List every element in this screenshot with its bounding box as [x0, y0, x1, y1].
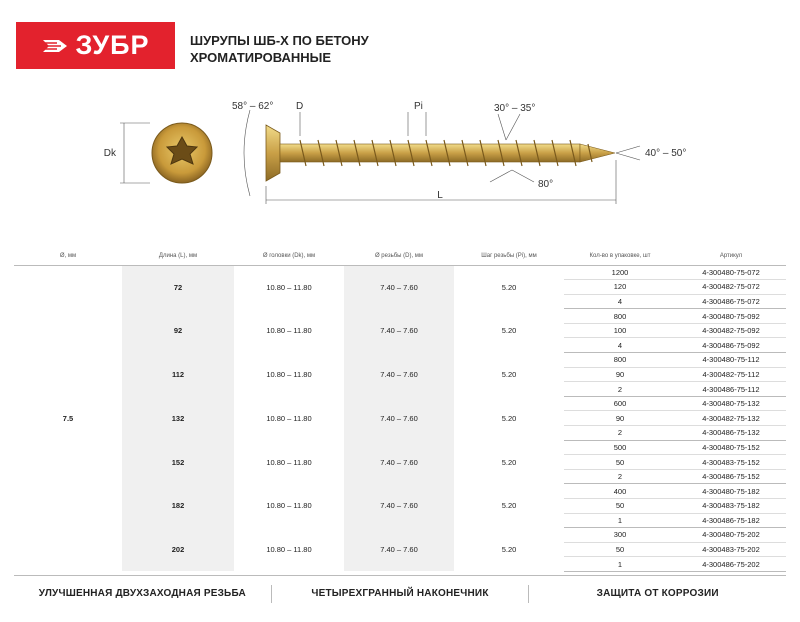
thread-diameter-cell: 7.40 – 7.60 — [344, 484, 454, 528]
thread-diameter-cell: 7.40 – 7.60 — [344, 396, 454, 440]
thread-angle-label: 30° – 35° — [494, 103, 536, 114]
qty-cell: 1 — [564, 513, 676, 528]
article-cell: 4-300482-75-132 — [676, 411, 786, 426]
thread-diameter-cell: 7.40 – 7.60 — [344, 353, 454, 397]
head-diameter-cell: 10.80 – 11.80 — [266, 457, 312, 467]
article-cell: 4-300483-75-202 — [676, 542, 786, 557]
col-header-article: Артикул — [676, 247, 786, 265]
article-cell: 4-300486-75-202 — [676, 557, 786, 572]
table-row — [14, 353, 786, 368]
head-diameter-cell: 10.80 – 11.80 — [266, 545, 312, 555]
table-row — [14, 440, 786, 455]
brand-name: ЗУБР — [75, 30, 150, 60]
article-cell: 4-300482-75-112 — [676, 367, 786, 382]
article-cell: 4-300480-75-132 — [676, 396, 786, 411]
pitch-cell: 5.20 — [501, 501, 517, 511]
qty-cell: 800 — [564, 353, 676, 368]
qty-cell: 4 — [564, 294, 676, 309]
article-cell: 4-300480-75-202 — [676, 528, 786, 543]
head-diameter-cell: 10.80 – 11.80 — [266, 282, 312, 292]
table-row — [14, 528, 786, 543]
pitch-cell: 5.20 — [501, 326, 517, 336]
pi-label: Pi — [414, 101, 423, 112]
table-row — [14, 265, 786, 280]
head-diameter-cell: 10.80 – 11.80 — [266, 501, 312, 511]
pitch-cell: 5.20 — [501, 457, 517, 467]
thread-diameter-cell: 7.40 – 7.60 — [344, 528, 454, 572]
brand-logo — [16, 22, 175, 69]
tip-angle-label: 40° – 50° — [645, 148, 687, 159]
feature-tip: ЧЕТЫРЕХГРАННЫЙ НАКОНЕЧНИК — [311, 588, 489, 599]
diameter-cell: 7.5 — [62, 413, 74, 423]
article-cell: 4-300483-75-152 — [676, 455, 786, 470]
screw-head-top-view — [152, 123, 212, 183]
d-label: D — [296, 101, 304, 112]
qty-cell: 2 — [564, 469, 676, 484]
qty-cell: 400 — [564, 484, 676, 499]
qty-cell: 300 — [564, 528, 676, 543]
head-angle-label: 58° – 62° — [232, 101, 274, 112]
article-cell: 4-300486-75-092 — [676, 338, 786, 353]
col-header-pack-qty: Кол-во в упаковке, шт — [564, 247, 676, 265]
article-cell: 4-300482-75-092 — [676, 323, 786, 338]
l-label: L — [437, 190, 443, 201]
qty-cell: 100 — [564, 323, 676, 338]
article-cell: 4-300480-75-092 — [676, 309, 786, 324]
qty-cell: 120 — [564, 280, 676, 295]
article-cell: 4-300486-75-112 — [676, 382, 786, 397]
qty-cell: 50 — [564, 542, 676, 557]
qty-cell: 1200 — [564, 265, 676, 280]
thread-diameter-cell: 7.40 – 7.60 — [344, 309, 454, 353]
thread-diameter-cell: 7.40 – 7.60 — [344, 265, 454, 309]
col-header-thread-pitch: Шаг резьбы (Pi), мм — [454, 247, 564, 265]
qty-cell: 800 — [564, 309, 676, 324]
product-title-line2: ХРОМАТИРОВАННЫЕ — [190, 50, 332, 65]
article-cell: 4-300483-75-182 — [676, 499, 786, 514]
qty-cell: 50 — [564, 499, 676, 514]
qty-cell: 2 — [564, 382, 676, 397]
article-cell: 4-300480-75-152 — [676, 440, 786, 455]
thread-flank-label: 80° — [538, 179, 554, 190]
thread-diameter-cell: 7.40 – 7.60 — [344, 440, 454, 484]
table-row — [14, 484, 786, 499]
length-cell: 202 — [122, 528, 234, 572]
feature-corrosion: ЗАЩИТА ОТ КОРРОЗИИ — [596, 588, 719, 599]
head-diameter-cell: 10.80 – 11.80 — [266, 369, 312, 379]
article-cell: 4-300480-75-072 — [676, 265, 786, 280]
qty-cell: 90 — [564, 411, 676, 426]
qty-cell: 1 — [564, 557, 676, 572]
qty-cell: 90 — [564, 367, 676, 382]
feature-thread: УЛУЧШЕННАЯ ДВУХЗАХОДНАЯ РЕЗЬБА — [38, 588, 246, 599]
length-cell: 182 — [122, 484, 234, 528]
length-cell: 152 — [122, 440, 234, 484]
head-diameter-cell: 10.80 – 11.80 — [266, 413, 312, 423]
article-cell: 4-300480-75-182 — [676, 484, 786, 499]
screw-side-view — [266, 125, 615, 181]
feature-bar — [14, 575, 786, 611]
article-cell: 4-300486-75-072 — [676, 294, 786, 309]
table-row — [14, 396, 786, 411]
pitch-cell: 5.20 — [501, 545, 517, 555]
col-header-diameter: Ø, мм — [14, 247, 122, 265]
screw-drawing — [0, 90, 800, 220]
qty-cell: 2 — [564, 426, 676, 441]
article-cell: 4-300486-75-132 — [676, 426, 786, 441]
qty-cell: 50 — [564, 455, 676, 470]
pitch-cell: 5.20 — [501, 413, 517, 423]
length-cell: 132 — [122, 396, 234, 440]
length-cell: 112 — [122, 353, 234, 397]
article-cell: 4-300486-75-152 — [676, 469, 786, 484]
col-header-head-diameter: Ø головки (Dk), мм — [234, 247, 344, 265]
brand-arrow-icon — [41, 36, 69, 56]
dk-label: Dk — [103, 148, 116, 159]
col-header-length: Длина (L), мм — [122, 247, 234, 265]
spec-table-body — [14, 265, 786, 571]
spec-table-header — [14, 247, 786, 265]
qty-cell: 500 — [564, 440, 676, 455]
length-cell: 92 — [122, 309, 234, 353]
article-cell: 4-300480-75-112 — [676, 353, 786, 368]
qty-cell: 4 — [564, 338, 676, 353]
length-cell: 72 — [122, 265, 234, 309]
product-title — [190, 32, 369, 66]
article-cell: 4-300486-75-182 — [676, 513, 786, 528]
qty-cell: 600 — [564, 396, 676, 411]
article-cell: 4-300482-75-072 — [676, 280, 786, 295]
col-header-thread-diameter: Ø резьбы (D), мм — [344, 247, 454, 265]
head-diameter-cell: 10.80 – 11.80 — [266, 326, 312, 336]
table-row — [14, 309, 786, 324]
product-title-line1: ШУРУПЫ ШБ-Х ПО БЕТОНУ — [190, 33, 369, 48]
pitch-cell: 5.20 — [501, 369, 517, 379]
pitch-cell: 5.20 — [501, 282, 517, 292]
spec-table — [14, 247, 786, 572]
